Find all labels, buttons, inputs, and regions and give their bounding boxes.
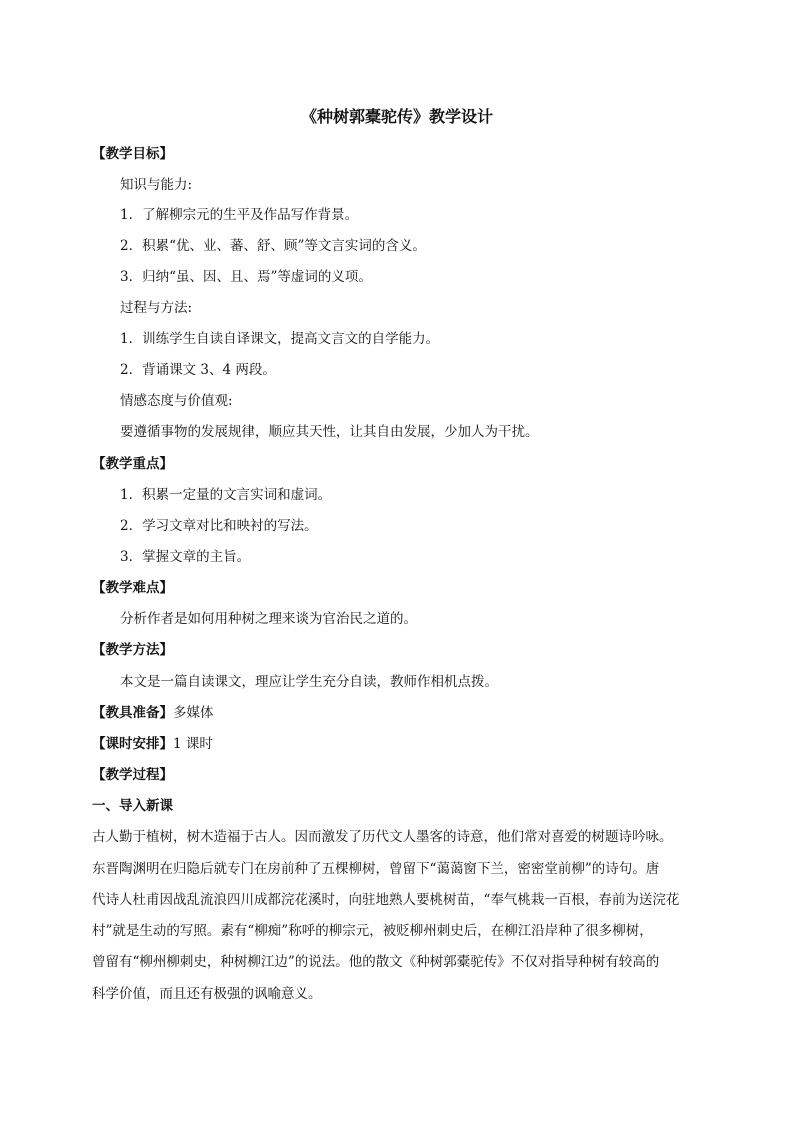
knowledge-item: 3．归纳“虽、因、且、焉”等虚词的义项。 xyxy=(120,269,372,285)
schedule-heading: 【课时安排】 xyxy=(92,736,173,752)
paragraph-line: 科学价值，而且还有极强的讽喻意义。 xyxy=(92,986,322,1002)
knowledge-item: 1．了解柳宗元的生平及作品写作背景。 xyxy=(120,207,359,223)
process-method-label: 过程与方法: xyxy=(120,300,193,316)
schedule-row xyxy=(92,735,213,753)
knowledge-item: 2．积累“优、业、蕃、舒、顾”等文言实词的含义。 xyxy=(120,238,426,254)
key-points-heading: 【教学重点】 xyxy=(92,456,173,472)
paragraph-line: 古人勤于植树，树木造福于古人。因而激发了历代文人墨客的诗意，他们常对喜爱的树题诗吟咏。 xyxy=(92,829,673,845)
knowledge-label: 知识与能力: xyxy=(120,177,193,193)
key-point-item: 2．学习文章对比和映衬的写法。 xyxy=(120,518,318,534)
paragraph-line: 村”就是生动的写照。素有“柳痴”称呼的柳宗元，被贬柳州刺史后，在柳江沿岸种了很多柳树， xyxy=(92,923,653,939)
process-method-item: 2．背诵课文 3、4 两段。 xyxy=(120,362,276,378)
emotion-text: 要遵循事物的发展规律，顺应其天性，让其自由发展，少加人为干扰。 xyxy=(120,424,539,440)
difficulty-text: 分析作者是如何用种树之理来谈为官治民之道的。 xyxy=(120,611,417,627)
tools-value: 多媒体 xyxy=(173,705,214,721)
section-heading: 一、导入新课 xyxy=(92,798,173,814)
method-text: 本文是一篇自读课文，理应让学生充分自读，教师作相机点拨。 xyxy=(120,674,498,690)
key-point-item: 1．积累一定量的文言实词和虚词。 xyxy=(120,487,332,503)
paragraph-line: 代诗人杜甫因战乱流浪四川成都浣花溪时，向驻地熟人要桃树苗，“奉气桃栽一百根，春前为送浣花 xyxy=(92,892,680,908)
process-method-item: 1．训练学生自读自译课文，提高文言文的自学能力。 xyxy=(120,331,440,347)
method-heading: 【教学方法】 xyxy=(92,642,173,658)
key-point-item: 3．掌握文章的主旨。 xyxy=(120,549,251,565)
paragraph-line: 东晋陶渊明在归隐后就专门在房前种了五棵柳树，曾留下“蔼蔼窗下兰，密密堂前柳”的诗句。唐 xyxy=(92,861,660,877)
paragraph-line: 曾留有“柳州柳刺史，种树柳江边”的说法。他的散文《种树郭橐驼传》不仅对指导种树有较高的 xyxy=(92,954,660,970)
tools-heading: 【教具准备】 xyxy=(92,705,173,721)
process-heading: 【教学过程】 xyxy=(92,767,173,783)
difficulty-heading: 【教学难点】 xyxy=(92,580,173,596)
tools-row xyxy=(92,704,214,722)
emotion-label: 情感态度与价值观: xyxy=(120,393,233,409)
objectives-heading: 【教学目标】 xyxy=(92,146,173,162)
page-title: 《种树郭橐驼传》教学设计 xyxy=(300,107,493,126)
schedule-value: 1 课时 xyxy=(173,736,213,752)
